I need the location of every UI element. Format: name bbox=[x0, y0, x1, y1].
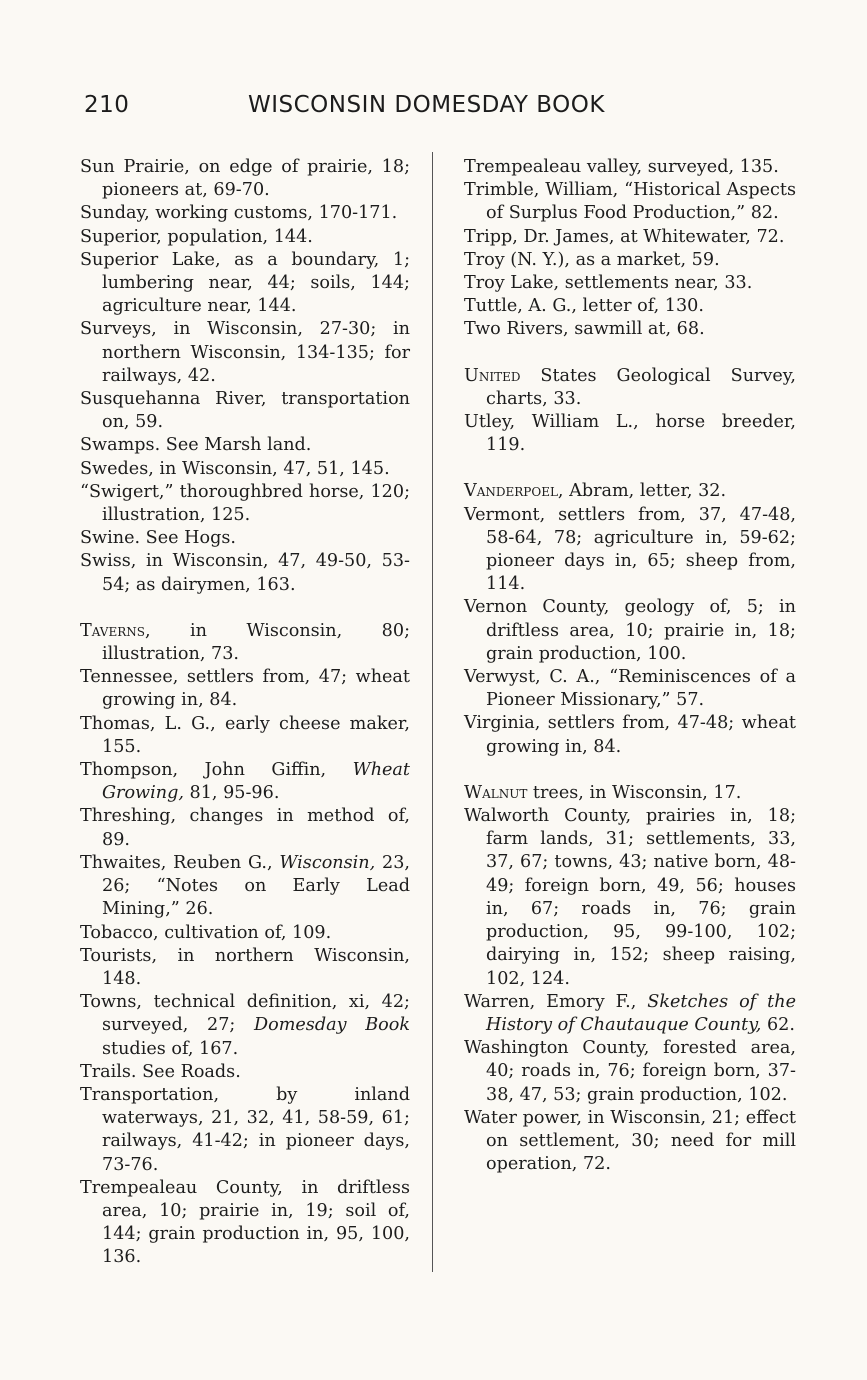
index-entry: Trails. See Roads. bbox=[80, 1061, 241, 1082]
index-entry: Susquehanna River, transportation on, 59. bbox=[80, 389, 410, 433]
index-entry: Tennessee, settlers from, 47; wheat growing in, 84. bbox=[80, 667, 410, 711]
book-title: Domesday Book bbox=[254, 1015, 410, 1036]
index-entry bbox=[464, 480, 796, 503]
entry-text: Towns, technical definition, xi, 42; surveyed, 27; bbox=[80, 992, 410, 1036]
index-entry: Swamps. See Marsh land. bbox=[80, 435, 312, 456]
index-entry: Trempealeau valley, surveyed, 135. bbox=[464, 157, 779, 177]
index-entry bbox=[80, 852, 410, 922]
index-entry bbox=[464, 991, 796, 1037]
section-lead-word: Taverns, bbox=[80, 620, 151, 641]
index-entry: Trimble, William, “Historical Aspects of Surplus Food Production,” 82. bbox=[464, 180, 796, 224]
index-entry: Tuttle, A. G., letter of, 130. bbox=[464, 296, 704, 317]
index-entry: Water power, in Wisconsin, 21; effect on settlement, 30; need for mill operation, 72. bbox=[464, 1107, 796, 1175]
entry-text: Abram, letter, 32. bbox=[563, 481, 727, 502]
entry-text: Thwaites, Reuben G., bbox=[80, 852, 280, 873]
entry-text: in Wisconsin, 80; illustration, 73. bbox=[102, 620, 410, 665]
entry-text: 62. bbox=[761, 1014, 795, 1035]
page-number: 210 bbox=[84, 92, 130, 118]
index-entry: Virginia, settlers from, 47-48; wheat growing in, 84. bbox=[464, 713, 796, 757]
index-entry: Superior Lake, as a boundary, 1; lumbering near, 44; soils, 144; agriculture near, 144. bbox=[80, 249, 410, 317]
index-entry: Sunday, working customs, 170-171. bbox=[80, 203, 398, 224]
index-entry bbox=[80, 759, 410, 805]
index-entry: Swiss, in Wisconsin, 47, 49-50, 53-54; as dairymen, 163. bbox=[80, 551, 410, 595]
book-title: Wisconsin, bbox=[279, 852, 376, 873]
index-entry: Sun Prairie, on edge of prairie, 18; pioneers at, 69-70. bbox=[80, 157, 410, 201]
index-entry: Tobacco, cultivation of, 109. bbox=[80, 922, 332, 943]
running-title: WISCONSIN DOMESDAY BOOK bbox=[248, 92, 605, 118]
index-entry: Surveys, in Wisconsin, 27-30; in northern Wisconsin, 134-135; for railways, 42. bbox=[80, 319, 410, 386]
index-entry bbox=[464, 365, 796, 411]
index-entry: Walworth County, prairies in, 18; farm lands, 31; settlements, 33, 37, 67; towns, 43; native born, 48-49; foreign born, 49, 56; houses in, 67; roads in, 76; grain production, 95, 99-100, 102; dairying in, 152; sheep raising, 102, 124. bbox=[464, 806, 796, 989]
book-title: Wheat Growing, bbox=[102, 760, 410, 804]
index-entry: Superior, population, 144. bbox=[80, 226, 313, 247]
section-lead-word: Walnut bbox=[464, 782, 528, 803]
entry-text: 81, 95-96. bbox=[183, 783, 280, 804]
entry-text: Thompson, John Giffin, bbox=[80, 760, 353, 781]
section-lead-word: United bbox=[464, 365, 521, 386]
book-title: Sketches of the History of Chautauque County, bbox=[486, 991, 796, 1035]
index-entry: Tripp, Dr. James, at Whitewater, 72. bbox=[464, 226, 785, 247]
entry-text: 23, 26; “Notes on Early Lead Mining,” 26. bbox=[102, 852, 410, 920]
index-entry: Transportation, by inland waterways, 21, 32, 41, 58-59, 61; railways, 41-42; in pioneer days, 73-76. bbox=[80, 1084, 410, 1175]
index-entry: Threshing, changes in method of, 89. bbox=[80, 806, 410, 850]
index-entry: Troy Lake, settlements near, 33. bbox=[464, 273, 753, 294]
index-entry bbox=[80, 620, 410, 666]
index-entry: Washington County, forested area, 40; roads in, 76; foreign born, 37-38, 47, 53; grain production, 102. bbox=[464, 1038, 796, 1105]
index-entry: Trempealeau County, in driftless area, 10; prairie in, 19; soil of, 144; grain production in, 95, 100, 136. bbox=[80, 1177, 410, 1268]
index-entry: Swedes, in Wisconsin, 47, 51, 145. bbox=[80, 458, 390, 479]
index-entry bbox=[80, 991, 410, 1061]
index-entry: Vermont, settlers from, 37, 47-48, 58-64, 78; agriculture in, 59-62; pioneer days in, 65; sheep from, 114. bbox=[464, 504, 796, 595]
index-entry: Thomas, L. G., early cheese maker, 155. bbox=[80, 713, 410, 757]
index-entry: Tourists, in northern Wisconsin, 148. bbox=[80, 945, 410, 989]
index-entry: Vernon County, geology of, 5; in driftless area, 10; prairie in, 18; grain production, 100. bbox=[464, 597, 796, 664]
column-divider bbox=[432, 152, 433, 1272]
section-lead-word: Vanderpoel, bbox=[464, 481, 564, 502]
index-entry: Two Rivers, sawmill at, 68. bbox=[464, 319, 705, 340]
index-column-right bbox=[464, 156, 796, 1176]
index-entry: Troy (N. Y.), as a market, 59. bbox=[464, 249, 720, 270]
entry-text: trees, in Wisconsin, 17. bbox=[527, 782, 742, 803]
index-entry: “Swigert,” thoroughbred horse, 120; illustration, 125. bbox=[80, 481, 410, 526]
index-column-left bbox=[80, 156, 410, 1270]
entry-text: Warren, Emory F., bbox=[464, 991, 648, 1012]
entry-text: States Geological Survey, charts, 33. bbox=[486, 365, 796, 409]
index-entry: Utley, William L., horse breeder, 119. bbox=[464, 412, 796, 456]
index-entry bbox=[464, 782, 796, 805]
entry-text: studies of, 167. bbox=[102, 1038, 239, 1059]
index-entry: Verwyst, C. A., “Reminiscences of a Pioneer Missionary,” 57. bbox=[464, 667, 796, 711]
page-header bbox=[84, 92, 794, 124]
index-entry: Swine. See Hogs. bbox=[80, 528, 236, 549]
